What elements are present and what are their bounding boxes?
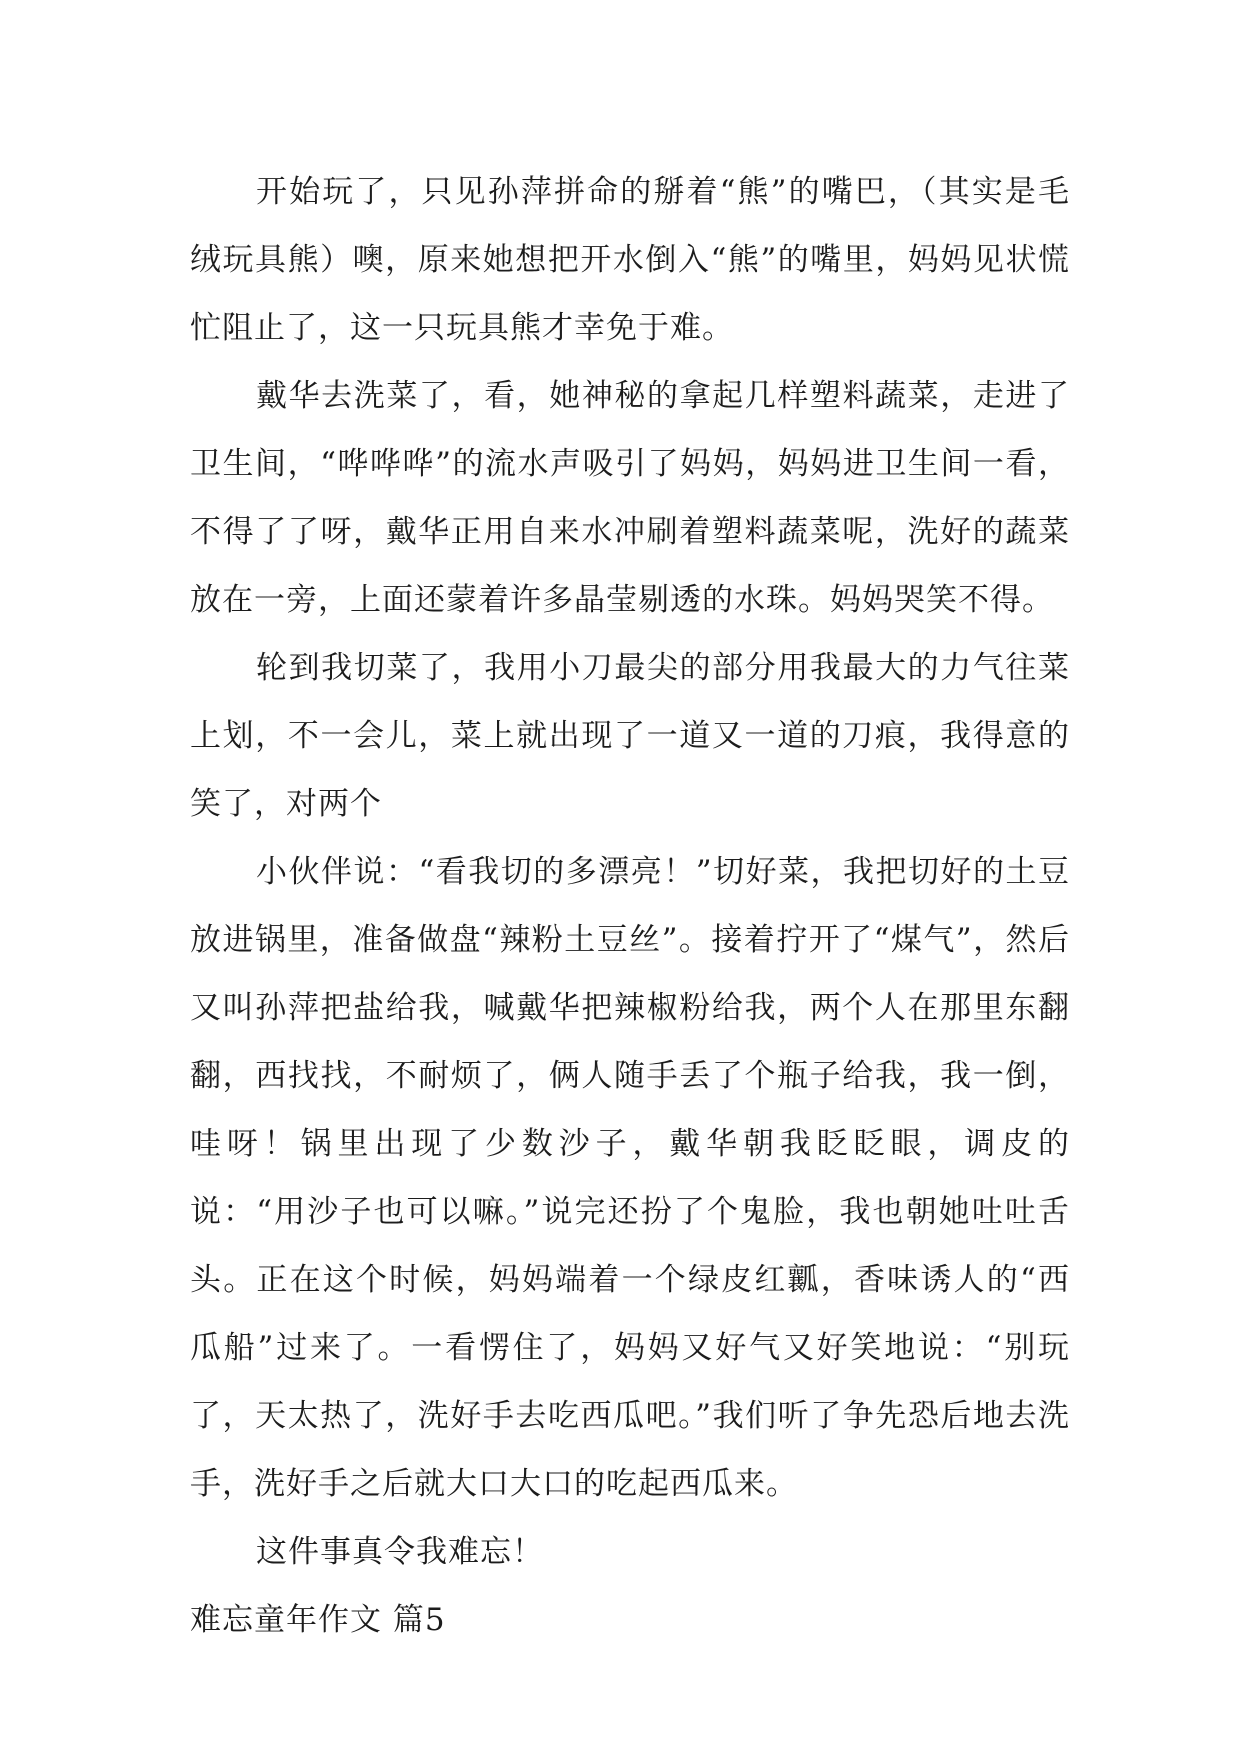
paragraph-toy-bear: 开始玩了，只见孙萍拼命的掰着“熊”的嘴巴，（其实是毛绒玩具熊）噢，原来她想把开水倒入“熊”的嘴里，妈妈见状慌忙阻止了，这一只玩具熊才幸免于难。 bbox=[190, 174, 1070, 346]
next-essay-heading: 难忘童年作文 篇5 bbox=[190, 1602, 446, 1638]
document-page bbox=[190, 158, 1070, 1654]
paragraph-conclusion: 这件事真令我难忘！ bbox=[256, 1534, 544, 1570]
paragraph-washing-vegetables: 戴华去洗菜了，看，她神秘的拿起几样塑料蔬菜，走进了卫生间，“哗哗哗”的流水声吸引了妈妈，妈妈进卫生间一看，不得了了呀，戴华正用自来水冲刷着塑料蔬菜呢，洗好的蔬菜放在一旁，上面还蒙着许多晶莹剔透的水珠。妈妈哭笑不得。 bbox=[190, 378, 1070, 618]
paragraph-cutting-vegetables: 轮到我切菜了，我用小刀最尖的部分用我最大的力气往菜上划，不一会儿，菜上就出现了一道又一道的刀痕，我得意的笑了，对两个 bbox=[190, 650, 1070, 822]
paragraph-cooking: 小伙伴说：“看我切的多漂亮！”切好菜，我把切好的土豆放进锅里，准备做盘“辣粉土豆丝”。接着拧开了“煤气”，然后又叫孙萍把盐给我，喊戴华把辣椒粉给我，两个人在那里东翻翻，西找找，不耐烦了，俩人随手丢了个瓶子给我，我一倒，哇呀！锅里出现了少数沙子，戴华朝我眨眨眼，调皮的说：“用沙子也可以嘛。”说完还扮了个鬼脸，我也朝她吐吐舌头。正在这个时候，妈妈端着一个绿皮红瓤，香味诱人的“西瓜船”过来了。一看愣住了，妈妈又好气又好笑地说：“别玩了，天太热了，洗好手去吃西瓜吧。”我们听了争先恐后地去洗手，洗好手之后就大口大口的吃起西瓜来。 bbox=[190, 854, 1070, 1502]
